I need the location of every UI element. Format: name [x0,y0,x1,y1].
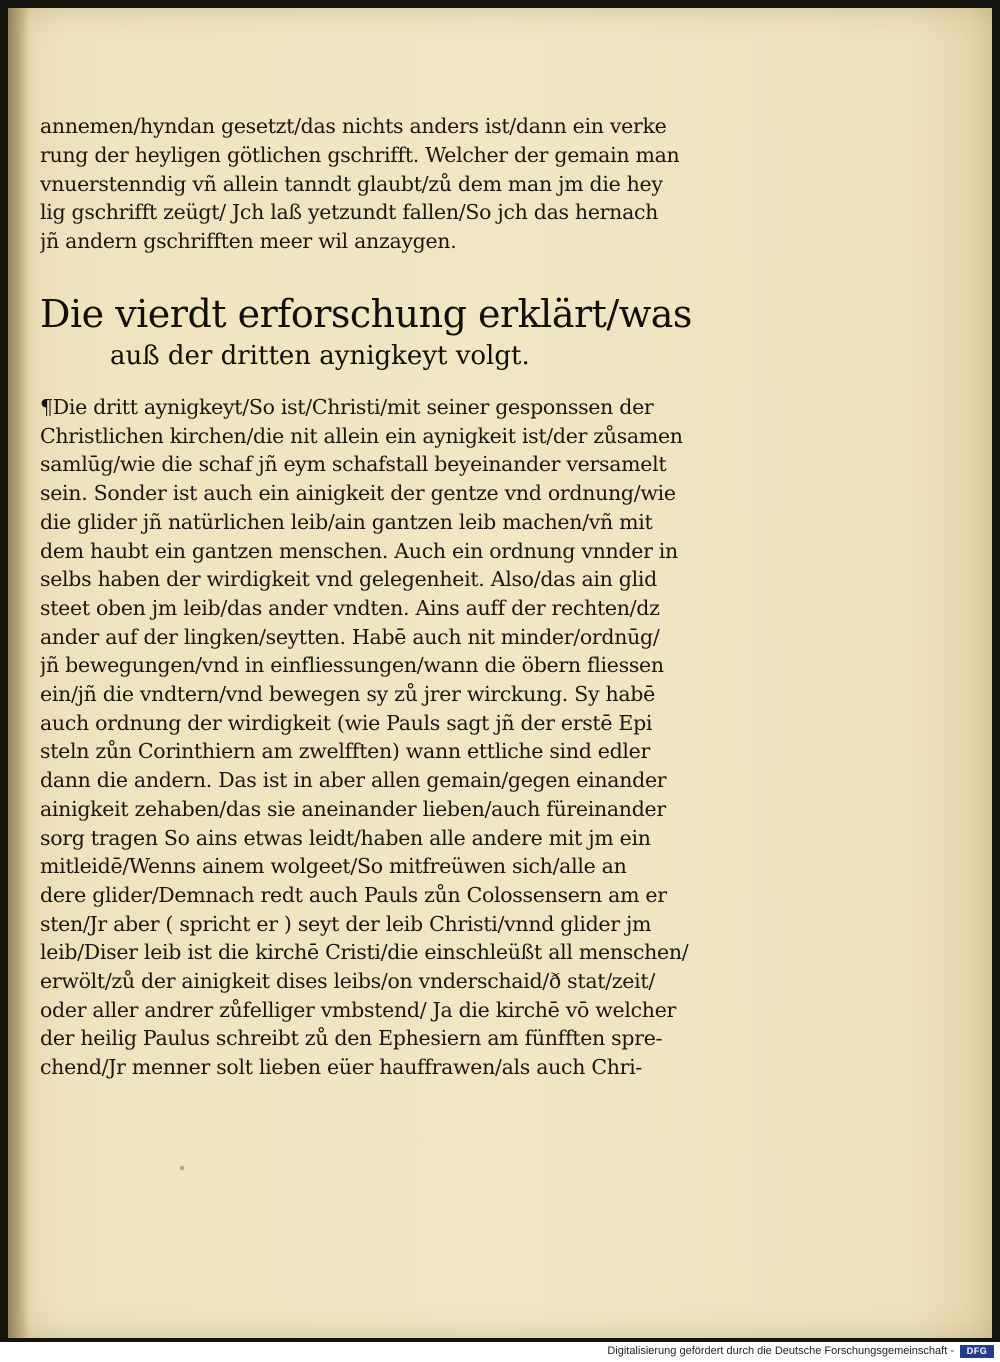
text-line: oder aller andrer zůfelliger vmbstend/ Ja die kirchē vō welcher [40,997,677,1022]
footer-credit: Digitalisierung gefördert durch die Deutsche Forschungsgemeinschaft - [607,1345,954,1357]
text-line: vnuerstenndig vñ allein tanndt glaubt/zů dem man jm die hey [40,171,663,196]
text-line: ander auf der lingken/seytten. Habē auch nit minder/ordnūg/ [40,624,660,649]
text-line: auch ordnung der wirdigkeit (wie Pauls sagt jñ der erstē Epi [40,710,653,735]
text-line: rung der heyligen götlichen gschrifft. Welcher der gemain man [40,142,680,167]
text-line: ein/jñ die vndtern/vnd bewegen sy zů jrer wirckung. Sy habē [40,682,655,707]
text-line: annemen/hyndan gesetzt/das nichts anders ist/dann ein verke [40,114,667,138]
text-line: dere glider/Demnach redt auch Pauls zůn Colossensern am er [40,882,667,907]
text-line: samlūg/wie die schaf jñ eym schafstall beyeinander versamelt [40,452,667,477]
text-line: die glider jñ natürlichen leib/ain gantzen leib machen/vñ mit [40,509,653,534]
heading-line-1: Die vierdt erforschung erklärt/was [40,292,692,336]
text-line: steet oben jm leib/das ander vndten. Ains auff der rechten/dz [40,595,660,620]
text-line: leib/Diser leib ist die kirchē Cristi/die einschleüßt all menschen/ [40,940,689,965]
text-line: lig gschrifft zeügt/ Jch laß yetzundt fallen/So jch das hernach [40,200,659,225]
paragraph-main [40,393,740,1082]
text-line: chend/Jr menner solt lieben eüer hauffrawen/als auch Chri- [40,1055,643,1080]
text-line: erwölt/zů der ainigkeit dises leibs/on vnderschaid/ð stat/zeit/ [40,969,655,994]
text-line: sorg tragen So ains etwas leidt/haben alle andere mit jm ein [40,825,651,850]
text-line: dann die andern. Das ist in aber allen gemain/gegen einander [40,768,667,793]
text-line: ¶Die dritt aynigkeyt/So ist/Christi/mit seiner gesponssen der [40,395,654,419]
text-line: Christlichen kirchen/die nit allein ein aynigkeit ist/der zůsamen [40,423,683,448]
text-line: der heilig Paulus schreibt zů den Ephesiern am fünfften spre- [40,1026,663,1051]
paper-speck [180,1166,184,1170]
text-line: steln zůn Corinthiern am zwelfften) wann ettliche sind edler [40,739,651,764]
text-line: jñ bewegungen/vnd in einfliessungen/wann die öbern fliessen [40,653,664,678]
text-line: ainigkeit zehaben/das sie aneinander lieben/auch füreinander [40,796,666,821]
text-line: selbs haben der wirdigkeit vnd gelegenheit. Also/das ain glid [40,567,657,592]
page-gutter-shadow [8,8,30,1338]
dfg-logo: DFG [960,1345,994,1358]
footer-bar [0,1342,1000,1362]
text-line: jñ andern gschrifften meer wil anzaygen. [40,229,457,254]
paragraph-top [40,112,730,256]
text-line: sten/Jr aber ( spricht er ) seyt der leib Christi/vnnd glider jm [40,911,652,936]
heading-line-2: auß der dritten aynigkeyt volgt. [110,341,530,371]
text-line: dem haubt ein gantzen menschen. Auch ein ordnung vnnder in [40,538,678,563]
text-line: sein. Sonder ist auch ein ainigkeit der gentze vnd ordnung/wie [40,481,676,506]
text-line: mitleidē/Wenns ainem wolgeet/So mitfreüwen sich/alle an [40,854,627,879]
section-heading [40,290,740,374]
